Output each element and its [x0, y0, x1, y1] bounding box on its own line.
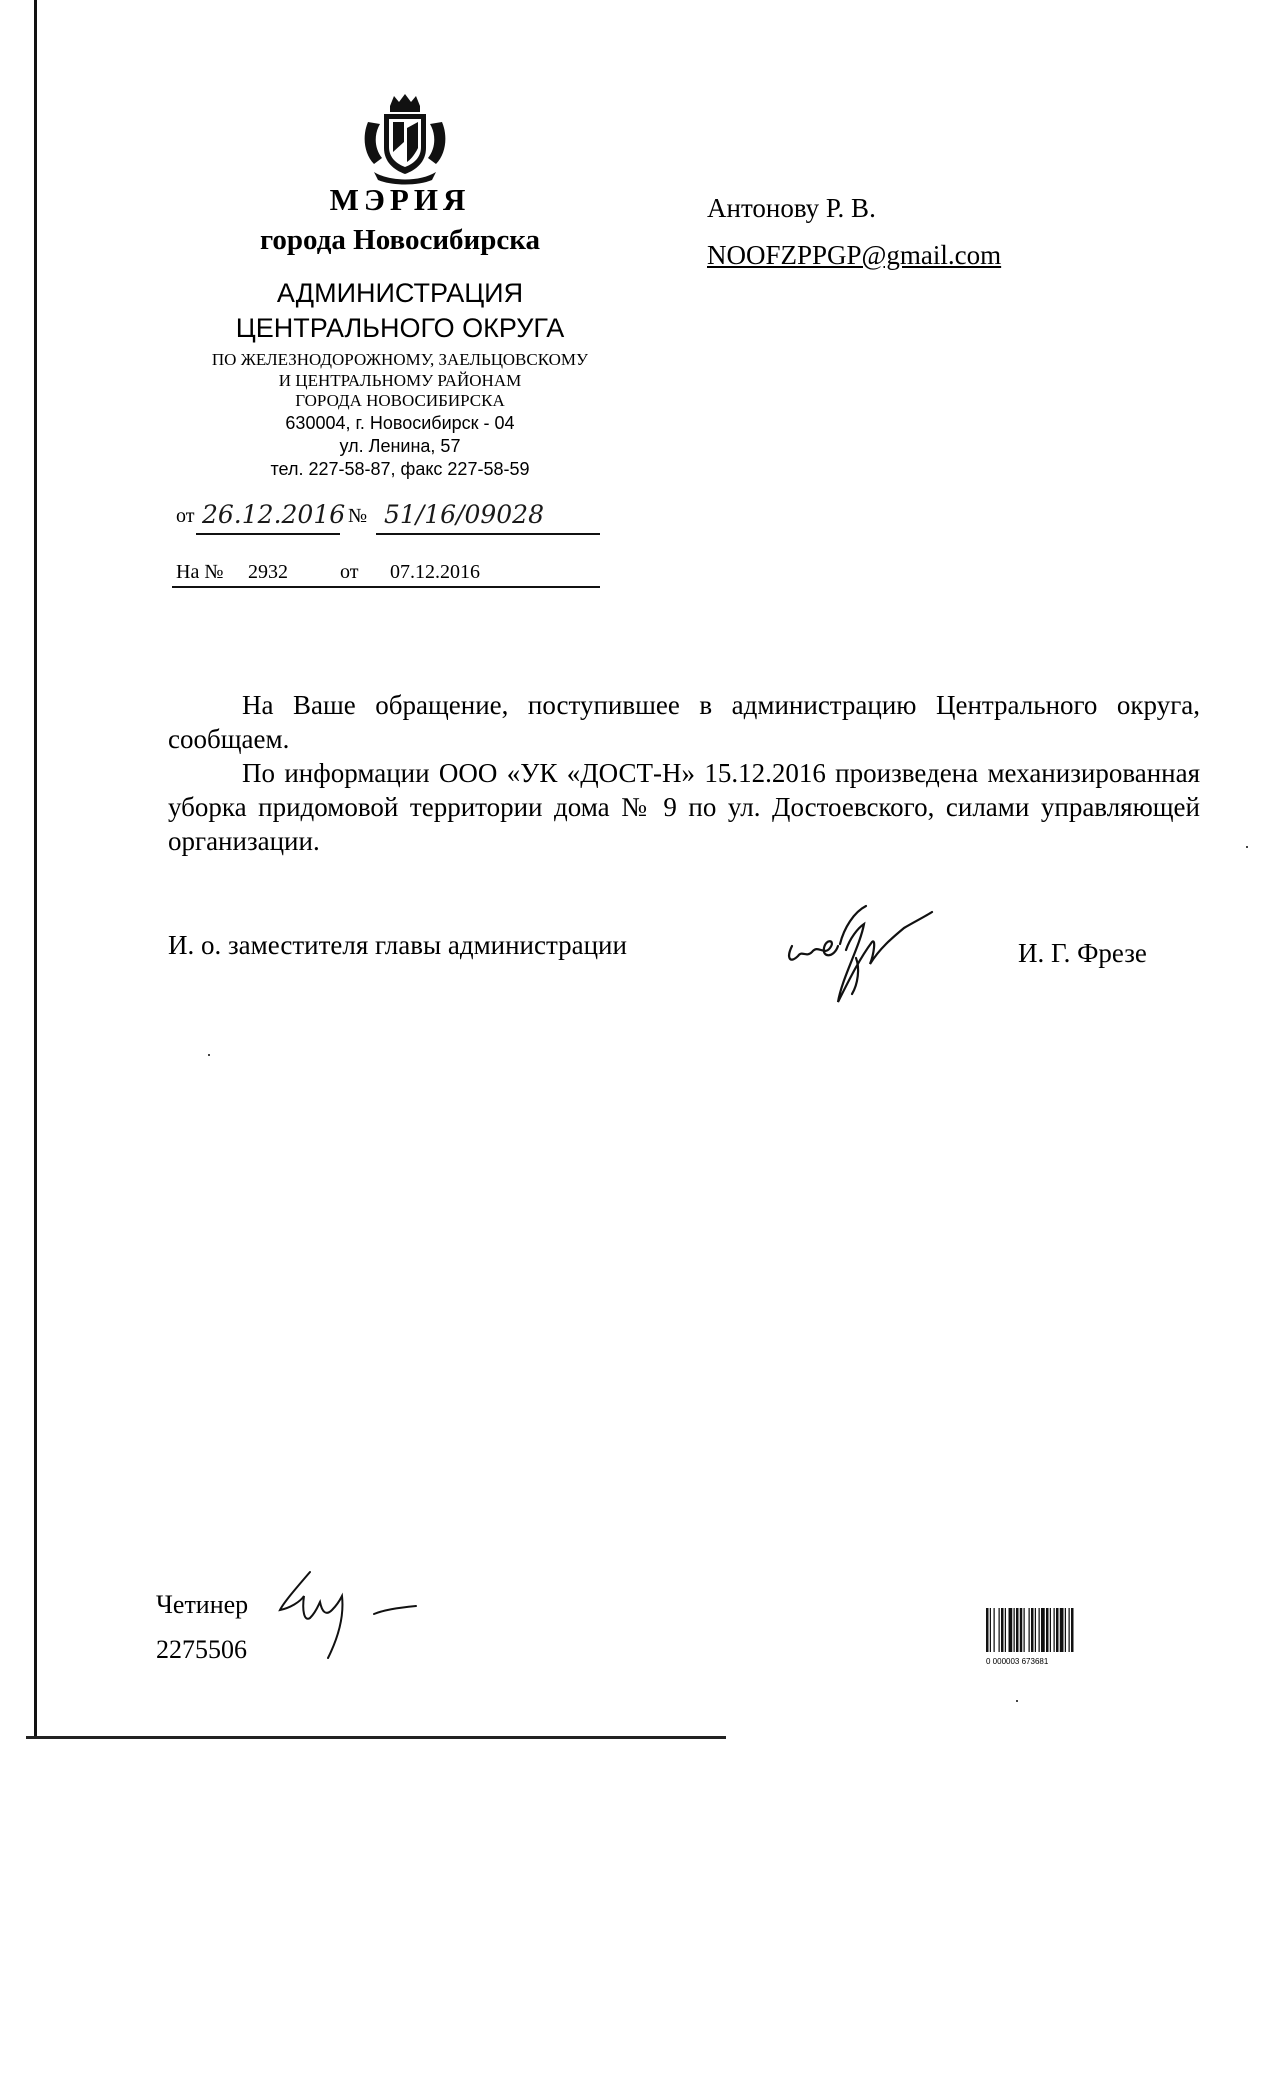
addressee-name: Антонову Р. В. [707, 193, 876, 223]
barcode-bar [1009, 1608, 1013, 1652]
reg-date: 26.12.2016 [202, 500, 346, 529]
letterhead-districts-line-1: ПО ЖЕЛЕЗНОДОРОЖНОМУ, ЗАЕЛЬЦОВСКОМУ [211, 350, 589, 369]
barcode-bar [1071, 1608, 1074, 1652]
executor-phone: 2275506 [156, 1635, 247, 1664]
barcode-bar [999, 1608, 1000, 1652]
handwritten-signature [780, 898, 940, 1010]
barcode-bar [1056, 1608, 1059, 1652]
letterhead-meria: МЭРИЯ [329, 182, 471, 217]
barcode-bar [1001, 1608, 1004, 1652]
reply-underline [172, 586, 600, 588]
barcode-bar [1031, 1608, 1034, 1652]
letterhead-districts-line-3: ГОРОДА НОВОСИБИРСКА [295, 391, 505, 410]
coat-of-arms-icon [360, 92, 450, 186]
barcode-bar [1029, 1608, 1030, 1652]
barcode-bar [1046, 1608, 1049, 1652]
barcode-bar [1054, 1608, 1055, 1652]
reply-number: 2932 [248, 561, 288, 583]
letterhead-postal-address: 630004, г. Новосибирск - 04 [285, 413, 515, 433]
scan-speck [1246, 846, 1248, 848]
scan-edge-left [34, 0, 37, 1738]
document-barcode [984, 1608, 1124, 1668]
barcode-bar [1041, 1608, 1045, 1652]
reg-from-label: от [176, 505, 195, 527]
scan-speck [208, 1054, 210, 1056]
letterhead-districts-line-2: И ЦЕНТРАЛЬНОМУ РАЙОНАМ [278, 371, 522, 390]
barcode-bar [1060, 1608, 1064, 1652]
barcode-bar [1014, 1608, 1015, 1652]
barcode-bar [1016, 1608, 1019, 1652]
reply-date: 07.12.2016 [390, 561, 480, 583]
barcode-bar [1005, 1608, 1006, 1652]
signatory-position: И. о. заместителя главы администрации [168, 930, 627, 960]
addressee-email: NOOFZPPGP@gmail.com [707, 240, 1002, 270]
barcode-bar [1039, 1608, 1040, 1652]
barcode-bar [990, 1608, 991, 1652]
barcode-bar [1035, 1608, 1036, 1652]
barcode-bar [1069, 1608, 1070, 1652]
executor-initials [270, 1566, 430, 1664]
barcode-digits: 0 000003 673681 [986, 1657, 1049, 1666]
barcode-bar [1020, 1608, 1023, 1652]
reply-from-label: от [340, 561, 359, 583]
body-paragraph-2: По информации ООО «УК «ДОСТ-Н» 15.12.2016 произведена механизированная уборка придомовой территории дома № 9 по ул. Достоевского, силами управляющей организации. [168, 758, 1200, 856]
body-paragraph-1: На Ваше обращение, поступившее в администрацию Центрального округа, сообщаем. [168, 690, 1200, 754]
scan-speck [1016, 1700, 1018, 1702]
reg-date-underline [196, 533, 340, 535]
reg-number-underline [376, 533, 600, 535]
letterhead-street: ул. Ленина, 57 [339, 436, 461, 456]
letterhead-phone: тел. 227-58-87, факс 227-58-59 [270, 459, 530, 479]
scan-edge-bottom [26, 1736, 726, 1739]
barcode-bar [994, 1608, 995, 1652]
letter-body [168, 688, 1200, 858]
letterhead-administration: АДМИНИСТРАЦИЯ [276, 278, 524, 308]
letterhead-okrug: ЦЕНТРАЛЬНОГО ОКРУГА [235, 313, 565, 343]
reg-number: 51/16/09028 [384, 500, 544, 529]
barcode-bar [1050, 1608, 1051, 1652]
barcode-bar [1024, 1608, 1025, 1652]
reg-number-label: № [348, 505, 368, 527]
letterhead-city: города Новосибирска [259, 224, 541, 256]
executor-name: Четинер [156, 1590, 249, 1619]
reply-label: На № [176, 561, 224, 583]
signatory-name: И. Г. Фрезе [1018, 938, 1147, 968]
barcode-bar [986, 1608, 989, 1652]
barcode-bar [1065, 1608, 1066, 1652]
